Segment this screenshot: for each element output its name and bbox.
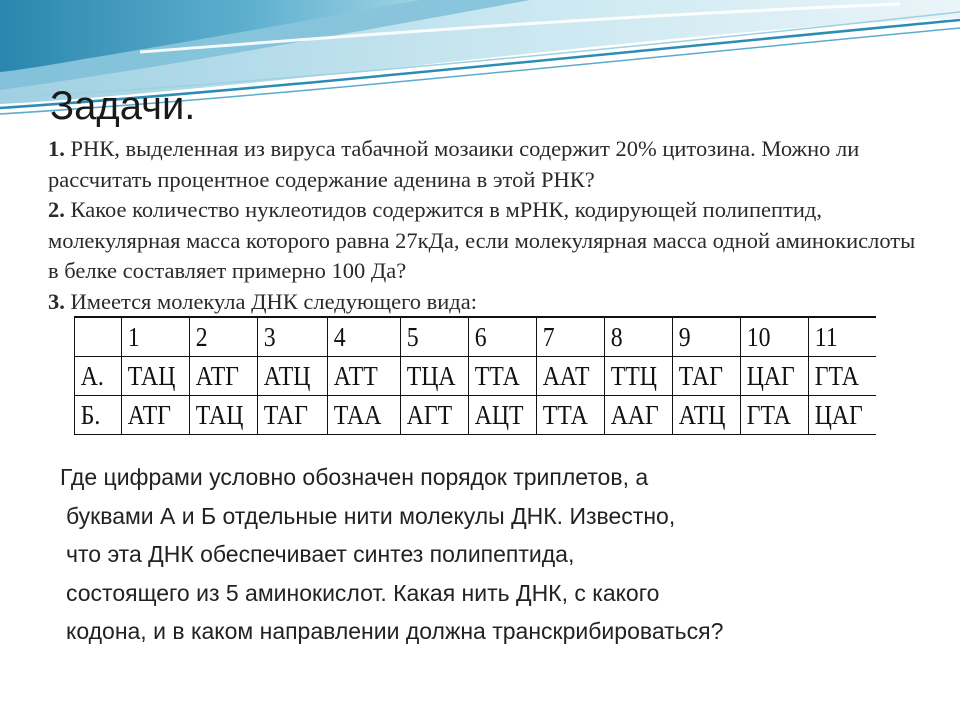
problem-number: 3. [48, 288, 65, 314]
codon-cell: АТГ [122, 396, 182, 435]
problem-text: Какое количество нуклеотидов содержится в мРНК, кодирующей полипептид, молекулярная масса которого равна 27кДа, если молекулярная масса одной аминокислоты в белке составляет примерно 100 Да? [48, 197, 916, 283]
conclusion-line: состоящего из 5 аминокислот. Какая нить ДНК, с какого [66, 579, 660, 606]
header-cell: 1 [122, 317, 182, 357]
problem-text: РНК, выделенная из вируса табачной мозаики содержит 20% цитозина. Можно ли рассчитать процентное содержание аденина в этой РНК? [48, 136, 860, 192]
problem-3 [48, 287, 928, 318]
conclusion-line: буквами А и Б отдельные нити молекулы ДНК. Известно, [66, 502, 676, 529]
header-cell: 9 [673, 317, 733, 357]
codon-cell: ААТ [537, 357, 597, 396]
codon-cell: ТАГ [258, 396, 320, 435]
dna-codon-table [74, 316, 876, 435]
problem-1 [48, 134, 928, 195]
codon-cell: ГТА [809, 357, 868, 396]
conclusion-line: кодона, и в каком направлении должна транскрибироваться? [66, 618, 724, 644]
codon-cell: ЦАГ [741, 357, 801, 396]
codon-cell: ЦАГ [809, 396, 868, 435]
conclusion-text [60, 458, 920, 651]
codon-cell: ТАА [328, 396, 392, 435]
codon-cell: АТТ [328, 357, 392, 396]
problems-block [48, 134, 928, 317]
codon-cell: ТАГ [673, 357, 733, 396]
codon-cell: АГТ [401, 396, 461, 435]
problem-number: 1. [48, 136, 65, 161]
header-cell [75, 317, 116, 357]
codon-cell: ААГ [605, 396, 665, 435]
header-cell: 8 [605, 317, 665, 357]
header-cell: 2 [190, 317, 250, 357]
row-label: А. [75, 357, 116, 396]
codon-cell: АЦТ [469, 396, 529, 435]
header-cell: 4 [328, 317, 392, 357]
codon-cell: АТГ [190, 357, 250, 396]
row-label: Б. [75, 396, 116, 435]
codon-cell: ГТА [741, 396, 801, 435]
problem-number: 2. [48, 197, 65, 222]
codon-cell: АТЦ [258, 357, 320, 396]
table-row-strand-b [75, 396, 877, 435]
header-cell: 10 [741, 317, 801, 357]
header-cell: 6 [469, 317, 529, 357]
codon-cell: ТАЦ [190, 396, 250, 435]
slide-title: Задачи. [50, 84, 196, 128]
conclusion-line: что эта ДНК обеспечивает синтез полипептида, [66, 541, 575, 567]
header-cell: 5 [401, 317, 461, 357]
header-cell: 3 [258, 317, 320, 357]
header-cell: 7 [537, 317, 597, 357]
problem-text: Имеется молекула ДНК следующего вида: [64, 288, 477, 314]
codon-cell: ТТА [537, 396, 597, 435]
header-cell: 11 [809, 317, 868, 357]
problem-2 [48, 195, 928, 287]
codon-cell: ТАЦ [122, 357, 182, 396]
table-row-strand-a [75, 357, 877, 396]
codon-cell: ТТЦ [605, 357, 665, 396]
codon-cell: АТЦ [673, 396, 733, 435]
table-header-row [75, 317, 877, 357]
codon-cell: ТЦА [401, 357, 461, 396]
codon-cell: ТТА [469, 357, 529, 396]
conclusion-line: Где цифрами условно обозначен порядок триплетов, а [60, 464, 649, 490]
